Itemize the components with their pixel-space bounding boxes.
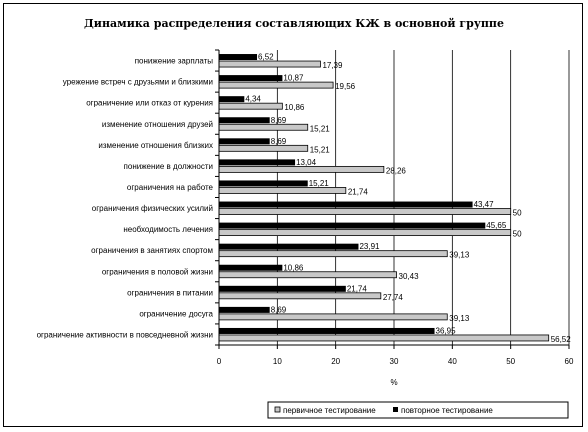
bar-repeat-test [219, 180, 308, 186]
bar-initial-test [219, 251, 447, 257]
data-label-repeat: 15,21 [308, 178, 329, 188]
bar-initial-test [219, 335, 549, 341]
legend-swatch-repeat [393, 407, 398, 412]
category-label: ограничения в питании [127, 288, 213, 298]
category-label: ограничение досуга [139, 309, 213, 319]
bar-initial-test [219, 209, 511, 215]
category-label: изменение отношения близких [98, 140, 213, 150]
bar-repeat-test [219, 307, 270, 313]
bar-initial-test [219, 187, 346, 193]
data-label-initial: 39,13 [449, 313, 470, 323]
bar-repeat-test [219, 54, 257, 60]
bars-group [219, 53, 571, 344]
data-label-repeat: 6,52 [258, 52, 274, 62]
data-label-initial: 39,13 [449, 250, 470, 260]
bar-initial-test [219, 82, 333, 88]
category-label: изменение отношения друзей [101, 119, 213, 129]
data-label-initial: 15,21 [309, 145, 330, 155]
bar-repeat-test [219, 328, 435, 334]
bar-repeat-test [219, 96, 244, 102]
data-label-repeat: 8,69 [270, 115, 287, 125]
data-label-initial: 17,39 [322, 61, 343, 71]
data-label-initial: 21,74 [347, 187, 368, 197]
category-label: понижение в должности [123, 161, 213, 171]
data-label-initial: 56,52 [550, 334, 571, 344]
category-label: урежение встреч с друзьями и близкими [62, 77, 213, 87]
legend [268, 402, 568, 418]
category-label: ограничения в половой жизни [101, 267, 213, 277]
legend-label-repeat: повторное тестирование [401, 406, 493, 415]
bar-repeat-test [219, 159, 295, 165]
category-label: ограничения в занятиях спортом [91, 246, 213, 256]
data-label-repeat: 36,95 [435, 326, 456, 336]
bar-initial-test [219, 293, 381, 299]
bar-initial-test [219, 272, 397, 278]
category-label: ограничения физических усилий [91, 204, 213, 214]
x-axis-label: % [390, 378, 398, 387]
data-label-repeat: 8,69 [270, 136, 287, 146]
category-label: ограничение активности в повседневной жизни [36, 330, 213, 340]
category-label: необходимость лечения [123, 225, 213, 235]
data-label-repeat: 21,74 [346, 284, 367, 294]
bar-initial-test [219, 61, 320, 67]
bar-initial-test [219, 124, 308, 130]
bar-repeat-test [219, 202, 473, 208]
category-label: ограничение или отказ от курения [86, 98, 213, 108]
data-label-initial: 50 [512, 229, 522, 239]
chart-title: Динамика распределения составляющих КЖ в основной группе [84, 17, 504, 30]
x-tick-label: 60 [564, 357, 574, 366]
data-label-initial: 30,43 [398, 271, 419, 281]
data-label-repeat: 43,47 [473, 200, 494, 210]
data-label-initial: 27,74 [382, 292, 403, 302]
data-label-repeat: 10,87 [283, 73, 304, 83]
data-label-initial: 50 [512, 208, 522, 218]
data-label-initial: 10,86 [284, 103, 305, 113]
bar-repeat-test [219, 223, 485, 229]
data-label-repeat: 10,86 [283, 263, 304, 273]
x-tick-label: 40 [447, 357, 457, 366]
legend-label-initial: первичное тестирование [283, 406, 376, 415]
bar-initial-test [219, 166, 384, 172]
grid-lines [277, 50, 569, 345]
bar-initial-test [219, 103, 282, 109]
bar-repeat-test [219, 244, 358, 250]
x-tick-label: 10 [272, 357, 282, 366]
bar-initial-test [219, 314, 447, 320]
category-label: ограничения на работе [126, 182, 213, 192]
bar-repeat-test [219, 138, 270, 144]
bar-repeat-test [219, 286, 346, 292]
bar-repeat-test [219, 265, 282, 271]
data-label-repeat: 8,69 [270, 305, 287, 315]
bar-repeat-test [219, 75, 282, 81]
x-tick-label: 0 [216, 357, 222, 366]
bar-repeat-test [219, 117, 270, 123]
data-label-repeat: 23,91 [359, 242, 380, 252]
category-label: понижение зарплаты [134, 56, 213, 66]
bar-initial-test [219, 145, 308, 151]
legend-swatch-initial [275, 407, 280, 412]
bar-initial-test [219, 230, 511, 236]
data-label-repeat: 45,65 [486, 221, 507, 231]
x-tick-label: 20 [331, 357, 341, 366]
x-tick-label: 30 [389, 357, 399, 366]
data-label-initial: 19,56 [335, 82, 356, 92]
data-label-repeat: 4,34 [245, 94, 261, 104]
data-label-initial: 28,26 [385, 166, 406, 176]
x-tick-label: 50 [506, 357, 516, 366]
data-label-repeat: 13,04 [296, 157, 317, 167]
data-label-initial: 15,21 [309, 124, 330, 134]
